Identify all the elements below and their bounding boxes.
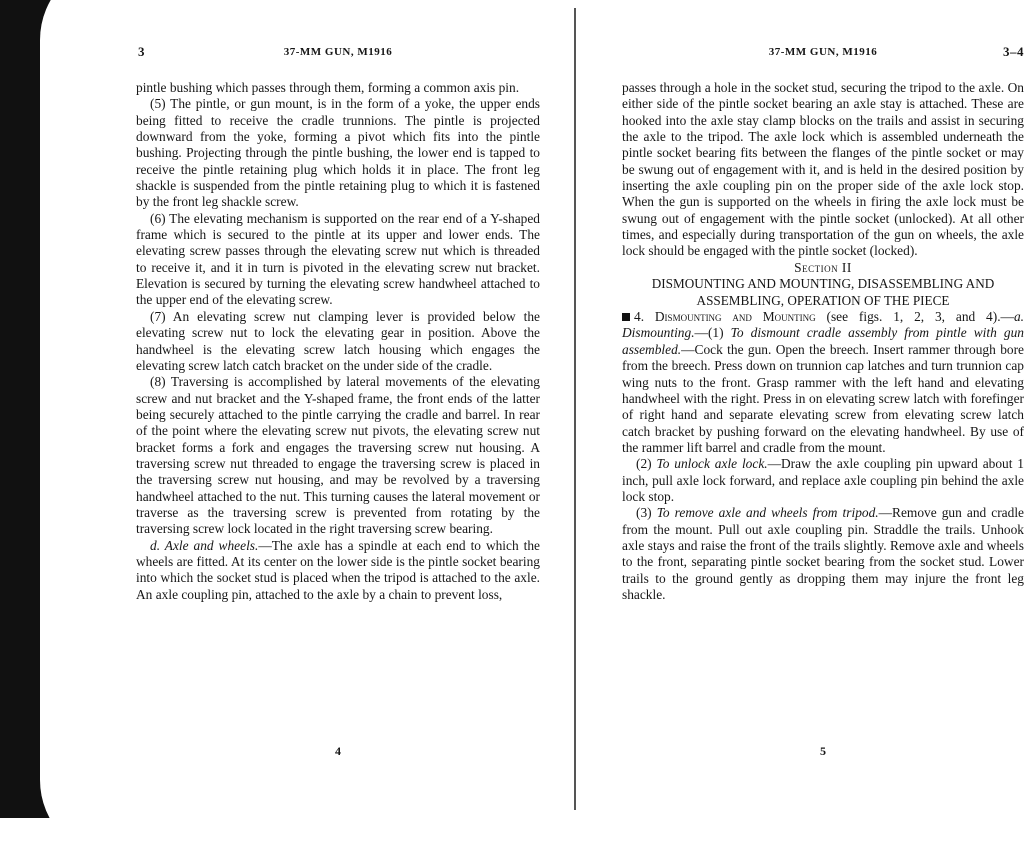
left-header-number: 3	[138, 44, 145, 59]
right-header-number: 3–4	[1003, 44, 1024, 59]
right-page	[622, 0, 1024, 818]
center-gutter	[574, 8, 576, 810]
right-header-title: 37-MM GUN, M1916	[768, 46, 878, 58]
para-4	[622, 309, 1024, 456]
left-header	[136, 46, 540, 64]
para-2-num: (2)	[636, 456, 657, 472]
left-footer-number: 4	[335, 744, 341, 758]
left-body	[136, 80, 540, 603]
para-3-heading: To remove axle and wheels from tripod.	[656, 505, 879, 521]
right-body	[622, 80, 1024, 603]
left-header-title: 37-MM GUN, M1916	[283, 46, 393, 58]
para-4-heading: 4. Dismounting and Mounting	[634, 309, 816, 325]
left-para-4: (8) Traversing is accomplished by lateral movements of the elevating screw and nut bracket and the Y-shaped frame, the front ends of the latter being securely attached to the pintle carrying the cradle and barrel. In rear of the point where the elevating screw nut pivots, the elevating screw nut bracket forms a fork and engages the traversing screw nut housing. A traversing screw nut threaded to engage the traversing screw is placed in the traversing screw nut housing, and may be revolved by a traversing handwheel attached to the nut. This turning causes the lateral movement or traverse as the traversing screw is prevented from rotating by the traversing screw lock located in the right traversing screw bearing.	[136, 374, 540, 537]
left-para-2: (6) The elevating mechanism is supported on the rear end of a Y-shaped frame which is secured to the pintle at its upper and lower ends. The elevating screw passes through the elevating screw nut which is threaded to receive it, and it in turn is pivoted in the elevating screw nut bracket. Elevation is secured by turning the elevating screw handwheel attached to the upper end of the elevating screw.	[136, 210, 540, 308]
para-4-3	[622, 505, 1024, 603]
left-para-3: (7) An elevating screw nut clamping lever is provided below the elevating screw nut to lock the elevating gear in position. Above the handwheel is the elevating screw latch housing which engages the elevating screw latch catch bracket on the under side of the cradle.	[136, 308, 540, 373]
para-4-2	[622, 456, 1024, 505]
para-2-text: —Draw the axle coupling pin upward about 1 inch, pull axle lock forward, and replace axle coupling pin behind the axle lock stop.	[622, 456, 1024, 504]
section-title: DISMOUNTING AND MOUNTING, DISASSEMBLING AND ASSEMBLING, OPERATION OF THE PIECE	[651, 276, 995, 308]
para-4-text1: —Cock the gun. Open the breech. Insert rammer through bore from the breech. Press down on trunnion cap latches and turn trunnion cap wing nuts to the front. Grasp rammer with the left hand and elevating handwheel with the right. Press in on elevating screw latch with forefinger of right hand and separate elevating screw from elevating screw latch catch bracket by pushing forward on the elevating handwheel. By use of the rammer lift barrel and cradle from the mount.	[622, 341, 1024, 455]
left-page	[136, 0, 540, 818]
para-3-num: (3)	[636, 505, 657, 521]
para-3-text: —Remove gun and cradle from the mount. Pull out axle coupling pin. Straddle the trails. Unhook axle stays and raise the front of the trails slightly. Remove axle and wheels to the front, separating pintle socket bearing from the socket stud. Lower trails to the ground gently as dropping them may injure the front leg shackle.	[622, 505, 1024, 602]
right-header	[622, 46, 1024, 64]
section-marker-icon	[622, 313, 630, 321]
right-continuation: passes through a hole in the socket stud, securing the tripod to the axle. On either side of the pintle socket bearing an axle stay is attached. These are hooked into the axle stay clamp blocks on the trails and assist in securing the axle to the tripod. The axle lock which is assembled underneath the pintle socket bearing fits between the flanges of the pintle socket or may be swung out of engagement with it, and is held in the desired position by inserting the axle coupling pin on the proper side of the axle lock stop. When the gun is supported on the wheels in firing the axle lock must be swung out of engagement with the pintle socket (unlocked). At all other times, and especially during transportation of the gun on wheels, the axle lock should be engaged with the pintle socket (locked).	[622, 80, 1024, 259]
left-para-1: (5) The pintle, or gun mount, is in the form of a yoke, the upper ends being fitted to receive the cradle trunnions. The pintle is projected downward from the yoke, forming a pivot which fits into the pintle bushing. Projecting through the pintle bushing, the lower end is tapped to receive the pintle retaining plug which holds it in place. The front leg shackle is suspended from the pintle retaining plug to which it is fastened by the front leg shackle screw.	[136, 96, 540, 210]
para-4-a: a. Dismounting.	[622, 309, 1024, 341]
axle-heading: d. Axle and wheels.	[150, 537, 259, 553]
para-4-sub1: To dismount cradle assembly from pintle with gun assembled.	[622, 325, 1024, 357]
section-label: Section II	[794, 259, 852, 275]
para-2-heading: To unlock axle lock.	[656, 456, 768, 472]
para-4-dash: —(1)	[694, 325, 731, 341]
left-para-axle	[136, 538, 540, 603]
left-para-0: pintle bushing which passes through them, forming a common axis pin.	[136, 80, 520, 95]
right-footer-number: 5	[820, 744, 826, 758]
axle-text: —The axle has a spindle at each end to which the wheels are fitted. At its center on the lower side is the pintle socket bearing into which the socket stud is placed when the tripod is attached to the axle. An axle coupling pin, attached to the axle by a chain to prevent loss,	[136, 537, 540, 602]
para-4-ref: (see figs. 1, 2, 3, and 4).—	[815, 309, 1014, 325]
